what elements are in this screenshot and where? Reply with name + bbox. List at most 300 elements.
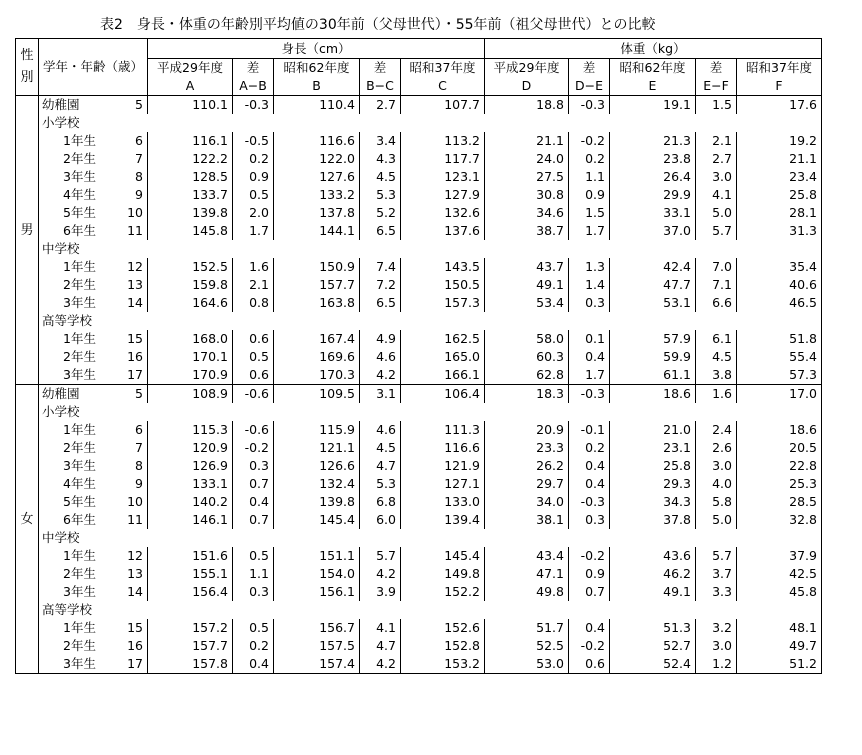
value-cell: 0.2 bbox=[233, 637, 274, 655]
value-cell: 34.0 bbox=[485, 493, 569, 511]
value-cell: 45.8 bbox=[737, 583, 822, 601]
value-cell: 6.8 bbox=[360, 493, 401, 511]
sex-cell bbox=[16, 583, 39, 601]
value-cell: -0.3 bbox=[569, 385, 610, 404]
column-header-bottom: C bbox=[438, 78, 447, 93]
value-cell: 0.4 bbox=[569, 475, 610, 493]
value-cell: 5.8 bbox=[696, 493, 737, 511]
value-cell: 1.2 bbox=[696, 655, 737, 674]
value-cell: 3.8 bbox=[696, 366, 737, 385]
value-cell: 152.8 bbox=[401, 637, 485, 655]
age-cell: 11 bbox=[121, 511, 148, 529]
column-header-bottom: D−E bbox=[575, 78, 603, 93]
grade-label: 3年生 bbox=[39, 457, 121, 475]
value-cell: 49.1 bbox=[485, 276, 569, 294]
age-cell: 15 bbox=[121, 619, 148, 637]
age-cell: 7 bbox=[121, 439, 148, 457]
column-header-bottom: E−F bbox=[703, 78, 729, 93]
value-cell: 0.5 bbox=[233, 619, 274, 637]
age-cell: 5 bbox=[121, 385, 148, 404]
value-cell: 166.1 bbox=[401, 366, 485, 385]
value-cell: 127.1 bbox=[401, 475, 485, 493]
value-cell: 133.1 bbox=[148, 475, 233, 493]
section-heading-row bbox=[16, 114, 822, 132]
value-cell: 47.1 bbox=[485, 565, 569, 583]
value-cell: 49.7 bbox=[737, 637, 822, 655]
value-cell: 116.6 bbox=[401, 439, 485, 457]
sex-cell bbox=[16, 312, 39, 330]
value-cell: 4.2 bbox=[360, 366, 401, 385]
sex-cell bbox=[16, 439, 39, 457]
value-cell: 109.5 bbox=[274, 385, 360, 404]
sex-cell bbox=[16, 132, 39, 150]
sex-cell bbox=[16, 114, 39, 132]
value-cell: 0.4 bbox=[569, 619, 610, 637]
sex-header-label: 性 別 bbox=[20, 48, 34, 85]
value-cell: 0.4 bbox=[569, 348, 610, 366]
value-cell: 111.3 bbox=[401, 421, 485, 439]
value-cell: 42.5 bbox=[737, 565, 822, 583]
value-cell: 0.2 bbox=[233, 150, 274, 168]
value-cell: 128.5 bbox=[148, 168, 233, 186]
column-header-top: 平成29年度 bbox=[493, 60, 560, 75]
table-row bbox=[16, 457, 822, 475]
column-header-bottom: D bbox=[521, 78, 532, 93]
value-cell: 157.5 bbox=[274, 637, 360, 655]
value-cell: 52.7 bbox=[610, 637, 696, 655]
value-cell: 157.8 bbox=[148, 655, 233, 674]
value-cell: 29.7 bbox=[485, 475, 569, 493]
grade-header-label: 学年・年齢（歳） bbox=[42, 59, 143, 74]
value-cell: 116.6 bbox=[274, 132, 360, 150]
value-cell: 21.1 bbox=[485, 132, 569, 150]
value-cell: 19.2 bbox=[737, 132, 822, 150]
section-heading-row bbox=[16, 312, 822, 330]
value-cell: 163.8 bbox=[274, 294, 360, 312]
value-cell: 37.8 bbox=[610, 511, 696, 529]
grade-label: 幼稚園 bbox=[39, 385, 121, 404]
value-cell: 17.0 bbox=[737, 385, 822, 404]
value-cell: 137.8 bbox=[274, 204, 360, 222]
value-cell: 4.2 bbox=[360, 565, 401, 583]
value-cell: 46.2 bbox=[610, 565, 696, 583]
grade-label: 2年生 bbox=[39, 565, 121, 583]
value-cell: -0.3 bbox=[233, 96, 274, 115]
sex-cell bbox=[16, 493, 39, 511]
sex-cell bbox=[16, 457, 39, 475]
value-cell: 1.6 bbox=[233, 258, 274, 276]
grade-label: 3年生 bbox=[39, 168, 121, 186]
column-header-bottom: B bbox=[312, 78, 321, 93]
grade-label: 1年生 bbox=[39, 258, 121, 276]
school-level-heading: 小学校 bbox=[39, 114, 822, 132]
sex-cell bbox=[16, 96, 39, 115]
table-row bbox=[16, 132, 822, 150]
value-cell: 156.1 bbox=[274, 583, 360, 601]
value-cell: 51.2 bbox=[737, 655, 822, 674]
value-cell: 0.7 bbox=[233, 475, 274, 493]
value-cell: 20.5 bbox=[737, 439, 822, 457]
value-cell: 43.4 bbox=[485, 547, 569, 565]
value-cell: 49.1 bbox=[610, 583, 696, 601]
grade-label: 4年生 bbox=[39, 475, 121, 493]
value-cell: 37.0 bbox=[610, 222, 696, 240]
grade-label: 2年生 bbox=[39, 637, 121, 655]
value-cell: 120.9 bbox=[148, 439, 233, 457]
value-cell: 0.3 bbox=[233, 583, 274, 601]
value-cell: 34.3 bbox=[610, 493, 696, 511]
sex-cell bbox=[16, 240, 39, 258]
grade-label: 3年生 bbox=[39, 655, 121, 674]
table-row bbox=[16, 583, 822, 601]
value-cell: 2.7 bbox=[696, 150, 737, 168]
column-header bbox=[737, 59, 822, 96]
table-row bbox=[16, 96, 822, 115]
value-cell: -0.1 bbox=[569, 421, 610, 439]
value-cell: 29.9 bbox=[610, 186, 696, 204]
value-cell: 145.4 bbox=[274, 511, 360, 529]
value-cell: 1.1 bbox=[233, 565, 274, 583]
value-cell: 31.3 bbox=[737, 222, 822, 240]
value-cell: 110.4 bbox=[274, 96, 360, 115]
table-row bbox=[16, 186, 822, 204]
grade-label: 2年生 bbox=[39, 276, 121, 294]
value-cell: 7.0 bbox=[696, 258, 737, 276]
value-cell: 34.6 bbox=[485, 204, 569, 222]
value-cell: 1.7 bbox=[233, 222, 274, 240]
value-cell: 3.1 bbox=[360, 385, 401, 404]
grade-label: 1年生 bbox=[39, 547, 121, 565]
column-header bbox=[485, 59, 569, 96]
value-cell: 3.9 bbox=[360, 583, 401, 601]
school-level-heading: 高等学校 bbox=[39, 601, 822, 619]
value-cell: 4.9 bbox=[360, 330, 401, 348]
value-cell: -0.3 bbox=[569, 96, 610, 115]
value-cell: 47.7 bbox=[610, 276, 696, 294]
value-cell: 108.9 bbox=[148, 385, 233, 404]
column-header-bottom: B−C bbox=[366, 78, 394, 93]
value-cell: 0.8 bbox=[233, 294, 274, 312]
value-cell: 4.7 bbox=[360, 637, 401, 655]
value-cell: 18.6 bbox=[610, 385, 696, 404]
value-cell: 49.8 bbox=[485, 583, 569, 601]
age-cell: 9 bbox=[121, 475, 148, 493]
value-cell: 62.8 bbox=[485, 366, 569, 385]
table-row bbox=[16, 276, 822, 294]
value-cell: 3.2 bbox=[696, 619, 737, 637]
value-cell: 21.3 bbox=[610, 132, 696, 150]
column-header bbox=[569, 59, 610, 96]
value-cell: 2.7 bbox=[360, 96, 401, 115]
value-cell: 6.5 bbox=[360, 222, 401, 240]
sex-cell bbox=[16, 529, 39, 547]
value-cell: 151.6 bbox=[148, 547, 233, 565]
value-cell: 132.6 bbox=[401, 204, 485, 222]
value-cell: 1.7 bbox=[569, 222, 610, 240]
sex-cell bbox=[16, 204, 39, 222]
value-cell: 117.7 bbox=[401, 150, 485, 168]
value-cell: 0.4 bbox=[233, 655, 274, 674]
value-cell: 167.4 bbox=[274, 330, 360, 348]
age-cell: 7 bbox=[121, 150, 148, 168]
value-cell: 32.8 bbox=[737, 511, 822, 529]
sex-cell bbox=[16, 366, 39, 385]
table-row bbox=[16, 637, 822, 655]
value-cell: 156.4 bbox=[148, 583, 233, 601]
value-cell: 25.8 bbox=[610, 457, 696, 475]
column-header bbox=[148, 59, 233, 96]
value-cell: 3.0 bbox=[696, 637, 737, 655]
value-cell: 3.7 bbox=[696, 565, 737, 583]
value-cell: 115.3 bbox=[148, 421, 233, 439]
value-cell: 55.4 bbox=[737, 348, 822, 366]
value-cell: 60.3 bbox=[485, 348, 569, 366]
value-cell: 38.7 bbox=[485, 222, 569, 240]
sex-cell bbox=[16, 258, 39, 276]
value-cell: 137.6 bbox=[401, 222, 485, 240]
column-header-top: 差 bbox=[246, 60, 260, 75]
table-row bbox=[16, 222, 822, 240]
table-row bbox=[16, 204, 822, 222]
value-cell: 3.0 bbox=[696, 168, 737, 186]
sex-cell: 女 bbox=[16, 511, 39, 529]
value-cell: 48.1 bbox=[737, 619, 822, 637]
value-cell: 155.1 bbox=[148, 565, 233, 583]
column-header bbox=[274, 59, 360, 96]
grade-label: 2年生 bbox=[39, 348, 121, 366]
value-cell: 2.1 bbox=[696, 132, 737, 150]
value-cell: 6.1 bbox=[696, 330, 737, 348]
value-cell: 133.0 bbox=[401, 493, 485, 511]
value-cell: 35.4 bbox=[737, 258, 822, 276]
value-cell: 7.4 bbox=[360, 258, 401, 276]
value-cell: -0.2 bbox=[569, 132, 610, 150]
age-cell: 16 bbox=[121, 348, 148, 366]
value-cell: 5.7 bbox=[360, 547, 401, 565]
school-level-heading: 中学校 bbox=[39, 240, 822, 258]
value-cell: 0.3 bbox=[569, 511, 610, 529]
sex-cell bbox=[16, 475, 39, 493]
value-cell: 6.5 bbox=[360, 294, 401, 312]
value-cell: 3.4 bbox=[360, 132, 401, 150]
value-cell: 122.0 bbox=[274, 150, 360, 168]
value-cell: 3.3 bbox=[696, 583, 737, 601]
value-cell: 3.0 bbox=[696, 457, 737, 475]
value-cell: 110.1 bbox=[148, 96, 233, 115]
value-cell: 1.1 bbox=[569, 168, 610, 186]
value-cell: 132.4 bbox=[274, 475, 360, 493]
value-cell: 0.1 bbox=[569, 330, 610, 348]
value-cell: 51.7 bbox=[485, 619, 569, 637]
table-row bbox=[16, 475, 822, 493]
sex-cell bbox=[16, 403, 39, 421]
value-cell: 5.2 bbox=[360, 204, 401, 222]
height-group-header: 身長（cm） bbox=[148, 39, 485, 59]
value-cell: 107.7 bbox=[401, 96, 485, 115]
value-cell: 170.3 bbox=[274, 366, 360, 385]
age-cell: 12 bbox=[121, 547, 148, 565]
value-cell: 126.6 bbox=[274, 457, 360, 475]
sex-cell bbox=[16, 655, 39, 674]
value-cell: 17.6 bbox=[737, 96, 822, 115]
sex-cell bbox=[16, 294, 39, 312]
value-cell: 123.1 bbox=[401, 168, 485, 186]
table-row bbox=[16, 547, 822, 565]
value-cell: 139.8 bbox=[274, 493, 360, 511]
value-cell: 52.5 bbox=[485, 637, 569, 655]
column-header bbox=[233, 59, 274, 96]
sex-cell bbox=[16, 276, 39, 294]
section-heading-row bbox=[16, 240, 822, 258]
school-level-heading: 小学校 bbox=[39, 403, 822, 421]
weight-group-header: 体重（kg） bbox=[485, 39, 822, 59]
value-cell: 4.0 bbox=[696, 475, 737, 493]
value-cell: 157.7 bbox=[274, 276, 360, 294]
value-cell: 0.4 bbox=[233, 493, 274, 511]
grade-label: 6年生 bbox=[39, 511, 121, 529]
value-cell: 5.0 bbox=[696, 511, 737, 529]
value-cell: 0.5 bbox=[233, 348, 274, 366]
value-cell: 4.3 bbox=[360, 150, 401, 168]
value-cell: 26.2 bbox=[485, 457, 569, 475]
value-cell: 165.0 bbox=[401, 348, 485, 366]
age-cell: 14 bbox=[121, 294, 148, 312]
grade-label: 2年生 bbox=[39, 439, 121, 457]
value-cell: 37.9 bbox=[737, 547, 822, 565]
value-cell: 4.5 bbox=[360, 439, 401, 457]
grade-label: 4年生 bbox=[39, 186, 121, 204]
value-cell: 0.5 bbox=[233, 186, 274, 204]
value-cell: 139.8 bbox=[148, 204, 233, 222]
value-cell: 122.2 bbox=[148, 150, 233, 168]
value-cell: 168.0 bbox=[148, 330, 233, 348]
age-cell: 14 bbox=[121, 583, 148, 601]
value-cell: 170.1 bbox=[148, 348, 233, 366]
value-cell: 4.6 bbox=[360, 421, 401, 439]
value-cell: 156.7 bbox=[274, 619, 360, 637]
value-cell: 154.0 bbox=[274, 565, 360, 583]
value-cell: 38.1 bbox=[485, 511, 569, 529]
table-body bbox=[16, 96, 822, 674]
grade-label: 1年生 bbox=[39, 421, 121, 439]
value-cell: 151.1 bbox=[274, 547, 360, 565]
value-cell: 5.3 bbox=[360, 186, 401, 204]
value-cell: 53.1 bbox=[610, 294, 696, 312]
table-row bbox=[16, 439, 822, 457]
column-header-top: 昭和37年度 bbox=[409, 60, 476, 75]
table-row bbox=[16, 348, 822, 366]
table-row bbox=[16, 258, 822, 276]
value-cell: 2.6 bbox=[696, 439, 737, 457]
sex-cell bbox=[16, 547, 39, 565]
table-row bbox=[16, 330, 822, 348]
sex-cell bbox=[16, 637, 39, 655]
value-cell: 2.1 bbox=[233, 276, 274, 294]
value-cell: 0.6 bbox=[233, 366, 274, 385]
sex-cell bbox=[16, 168, 39, 186]
sex-cell bbox=[16, 348, 39, 366]
value-cell: 1.5 bbox=[696, 96, 737, 115]
table-row bbox=[16, 150, 822, 168]
value-cell: 127.9 bbox=[401, 186, 485, 204]
sex-cell bbox=[16, 421, 39, 439]
value-cell: 121.1 bbox=[274, 439, 360, 457]
age-cell: 17 bbox=[121, 366, 148, 385]
section-heading-row bbox=[16, 529, 822, 547]
value-cell: 1.4 bbox=[569, 276, 610, 294]
column-header-top: 昭和37年度 bbox=[746, 60, 812, 75]
value-cell: 170.9 bbox=[148, 366, 233, 385]
school-level-heading: 中学校 bbox=[39, 529, 822, 547]
value-cell: 0.3 bbox=[569, 294, 610, 312]
table-row bbox=[16, 366, 822, 385]
value-cell: 157.2 bbox=[148, 619, 233, 637]
column-header bbox=[401, 59, 485, 96]
value-cell: 4.5 bbox=[696, 348, 737, 366]
value-cell: 164.6 bbox=[148, 294, 233, 312]
column-header-bottom: A−B bbox=[239, 78, 267, 93]
value-cell: 0.9 bbox=[233, 168, 274, 186]
value-cell: -0.6 bbox=[233, 385, 274, 404]
value-cell: 20.9 bbox=[485, 421, 569, 439]
sex-cell bbox=[16, 565, 39, 583]
age-cell: 10 bbox=[121, 493, 148, 511]
value-cell: 146.1 bbox=[148, 511, 233, 529]
value-cell: 113.2 bbox=[401, 132, 485, 150]
age-cell: 17 bbox=[121, 655, 148, 674]
value-cell: 23.3 bbox=[485, 439, 569, 457]
value-cell: 18.8 bbox=[485, 96, 569, 115]
value-cell: 23.8 bbox=[610, 150, 696, 168]
value-cell: 51.3 bbox=[610, 619, 696, 637]
value-cell: 0.6 bbox=[233, 330, 274, 348]
value-cell: 46.5 bbox=[737, 294, 822, 312]
sex-cell bbox=[16, 150, 39, 168]
value-cell: 6.0 bbox=[360, 511, 401, 529]
value-cell: 143.5 bbox=[401, 258, 485, 276]
value-cell: 159.8 bbox=[148, 276, 233, 294]
value-cell: 106.4 bbox=[401, 385, 485, 404]
sex-header bbox=[16, 39, 39, 96]
value-cell: 5.0 bbox=[696, 204, 737, 222]
value-cell: 28.1 bbox=[737, 204, 822, 222]
value-cell: 2.4 bbox=[696, 421, 737, 439]
age-cell: 8 bbox=[121, 168, 148, 186]
value-cell: 1.6 bbox=[696, 385, 737, 404]
value-cell: 0.3 bbox=[233, 457, 274, 475]
column-header-top: 差 bbox=[582, 60, 596, 75]
age-cell: 5 bbox=[121, 96, 148, 115]
value-cell: 126.9 bbox=[148, 457, 233, 475]
value-cell: 149.8 bbox=[401, 565, 485, 583]
grade-label: 1年生 bbox=[39, 132, 121, 150]
value-cell: 4.1 bbox=[360, 619, 401, 637]
value-cell: 0.4 bbox=[569, 457, 610, 475]
table-row bbox=[16, 511, 822, 529]
column-header-bottom: A bbox=[185, 78, 195, 93]
value-cell: 4.7 bbox=[360, 457, 401, 475]
value-cell: 5.7 bbox=[696, 547, 737, 565]
value-cell: 57.9 bbox=[610, 330, 696, 348]
table-row bbox=[16, 168, 822, 186]
age-cell: 10 bbox=[121, 204, 148, 222]
column-header-top: 差 bbox=[709, 60, 723, 75]
grade-label: 3年生 bbox=[39, 294, 121, 312]
age-cell: 16 bbox=[121, 637, 148, 655]
value-cell: 0.9 bbox=[569, 186, 610, 204]
value-cell: 4.6 bbox=[360, 348, 401, 366]
value-cell: 150.5 bbox=[401, 276, 485, 294]
